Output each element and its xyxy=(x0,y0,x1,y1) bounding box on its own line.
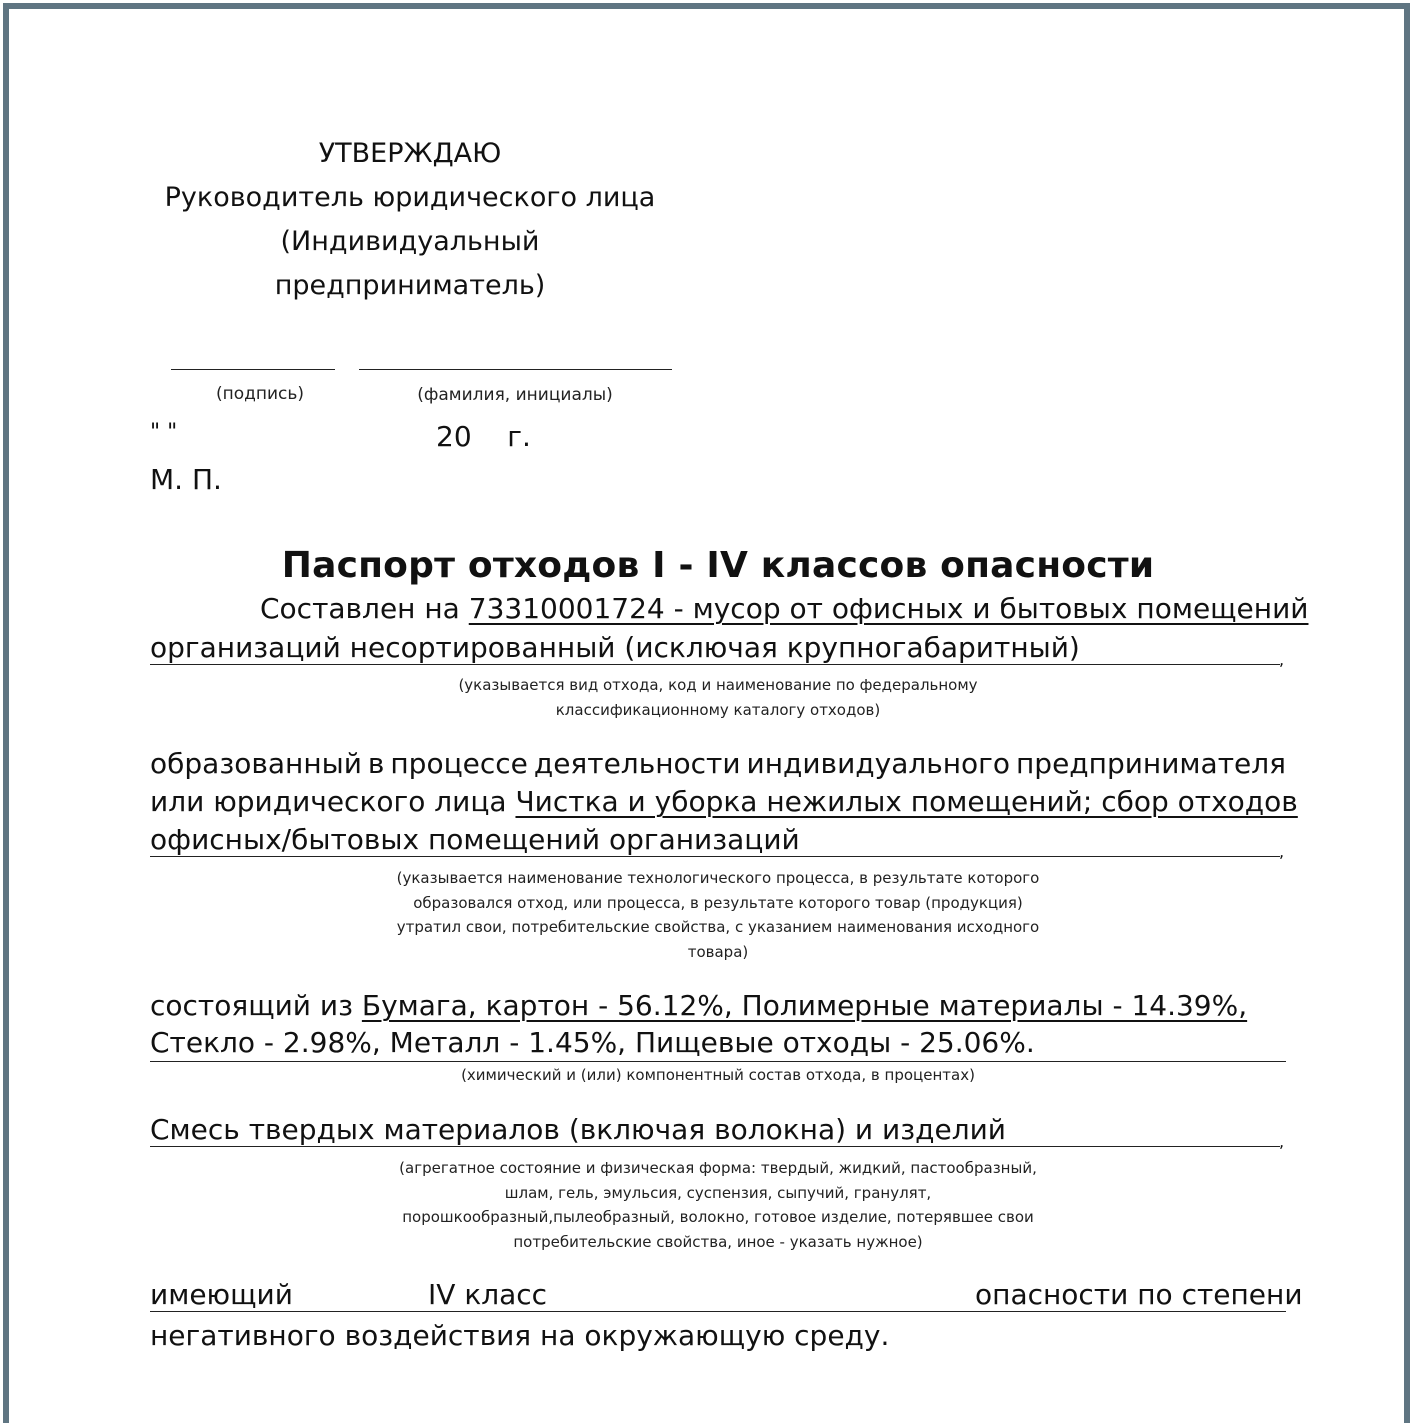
formed-value-1: Чистка и уборка нежилых помещений; сбор отходов xyxy=(515,785,1298,818)
page-title: Паспорт отходов I - IV классов опасности xyxy=(281,545,1155,586)
formed-hint-line-2: образовался отход, или процесса, в результате которого товар (продукция) xyxy=(413,893,1023,912)
composed-value-2: организаций несортированный (исключая крупногабаритный) xyxy=(150,631,1080,664)
date-year: 20 г. xyxy=(436,420,531,453)
formed-prefix: или юридического лица xyxy=(150,785,507,818)
formed-word-2: в xyxy=(367,747,385,780)
approval-line-1: Руководитель юридического лица xyxy=(164,182,656,213)
composed-hint-line-1: (указывается вид отхода, код и наименование по федеральному xyxy=(458,676,978,694)
hazard-underline xyxy=(150,1311,1286,1312)
formed-value-2: офисных/бытовых помещений организаций xyxy=(150,823,800,856)
composed-prefix: Составлен на xyxy=(260,592,460,625)
formed-word-3: процессе xyxy=(390,747,528,780)
composed-line-2 xyxy=(150,629,1080,667)
hazard-line-2: негативного воздействия на окружающую среду. xyxy=(150,1319,890,1352)
formed-line-3 xyxy=(150,821,800,859)
composed-hint xyxy=(150,673,1286,722)
composition-line-1 xyxy=(150,987,1247,1025)
approval-line-2: (Индивидуальный xyxy=(280,226,540,257)
date-quotes: " " xyxy=(150,420,178,445)
state-hint xyxy=(150,1156,1286,1254)
composed-hint-line-2: классификационному каталогу отходов) xyxy=(555,700,881,719)
formed-word-1: образованный xyxy=(150,747,362,780)
formed-line-2 xyxy=(150,783,1298,821)
hazard-value: IV класс xyxy=(428,1278,548,1311)
composed-value-1: 73310001724 - мусор от офисных и бытовых помещений xyxy=(468,592,1309,625)
composed-comma: , xyxy=(1279,650,1285,669)
formed-word-6: предпринимателя xyxy=(1015,747,1286,780)
formed-hint-line-1: (указывается наименование технологического процесса, в результате которого xyxy=(396,869,1040,887)
composed-line-1 xyxy=(150,590,1309,628)
hazard-suffix: опасности по степени xyxy=(975,1278,1303,1311)
composition-hint: (химический и (или) компонентный состав отхода, в процентах) xyxy=(461,1066,975,1084)
formed-hint-line-4: товара) xyxy=(687,942,749,961)
signature-line xyxy=(171,369,335,370)
state-line xyxy=(150,1111,1006,1149)
formed-hint-line-3: утратил свои, потребительские свойства, с указанием наименования исходного xyxy=(396,918,1040,936)
state-hint-line-3: порошкообразный,пылеобразный, волокно, готовое изделие, потерявшее свои xyxy=(402,1208,1034,1226)
formed-line-1 xyxy=(150,745,1286,783)
stamp-label: М. П. xyxy=(150,463,222,496)
hazard-prefix: имеющий xyxy=(150,1278,293,1311)
composition-underline xyxy=(150,1061,1286,1062)
approval-heading: УТВЕРЖДАЮ xyxy=(318,138,502,169)
composition-prefix: состоящий из xyxy=(150,989,353,1022)
state-underline xyxy=(150,1146,1280,1147)
formed-word-4: деятельности xyxy=(533,747,741,780)
approval-line-3: предприниматель) xyxy=(274,270,546,301)
composition-value-1: Бумага, картон - 56.12%, Полимерные материалы - 14.39%, xyxy=(361,989,1248,1022)
formed-underline xyxy=(150,856,1280,857)
name-label: (фамилия, инициалы) xyxy=(417,385,613,405)
state-hint-line-4: потребительские свойства, иное - указать нужное) xyxy=(513,1232,923,1251)
formed-word-5: индивидуального xyxy=(746,747,1011,780)
signature-label: (подпись) xyxy=(215,384,305,404)
state-hint-line-1: (агрегатное состояние и физическая форма: твердый, жидкий, пастообразный, xyxy=(399,1159,1037,1177)
formed-hint xyxy=(150,866,1286,964)
composition-line-2 xyxy=(150,1024,1035,1062)
state-hint-line-2: шлам, гель, эмульсия, суспензия, сыпучий, гранулят, xyxy=(504,1183,932,1202)
composition-value-2: Стекло - 2.98%, Металл - 1.45%, Пищевые отходы - 25.06%. xyxy=(150,1026,1035,1059)
state-comma: , xyxy=(1279,1132,1285,1151)
composed-underline xyxy=(150,664,1280,665)
state-value: Смесь твердых материалов (включая волокна) и изделий xyxy=(150,1113,1006,1146)
name-line xyxy=(359,369,672,370)
formed-comma: , xyxy=(1279,842,1285,861)
approval-block xyxy=(160,132,660,308)
